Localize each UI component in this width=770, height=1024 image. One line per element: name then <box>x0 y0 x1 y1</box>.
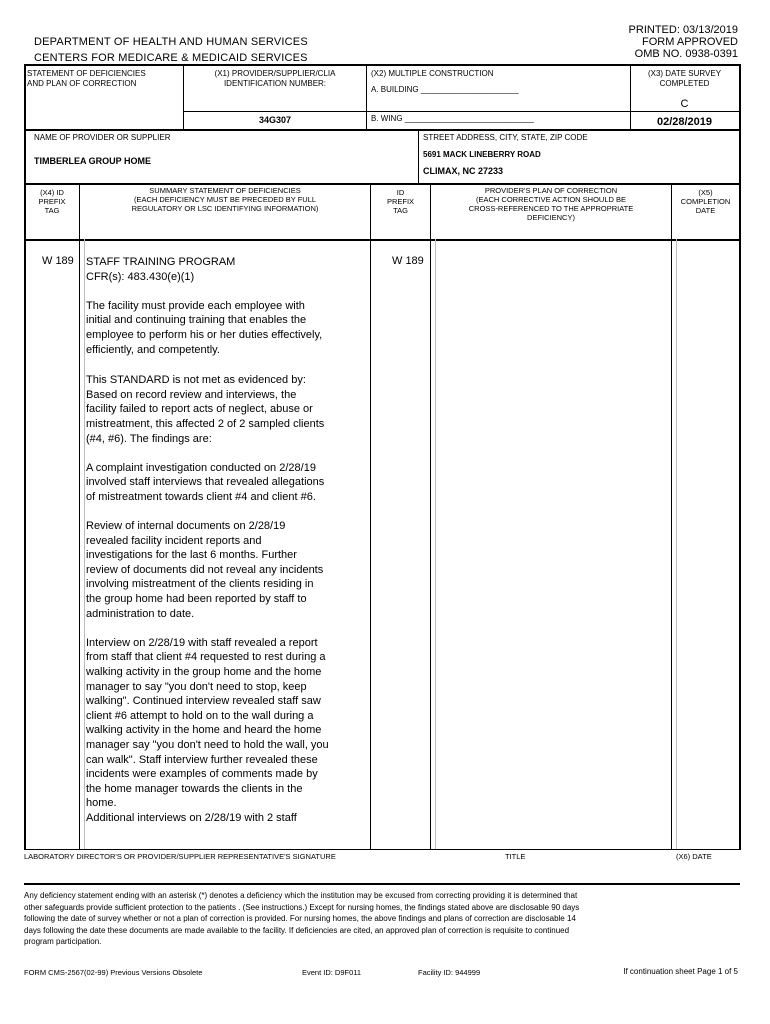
deficiency-paragraph: A complaint investigation conducted on 2/28/19 involved staff interviews that revealed allegations of mistreatment towards client #4 and client #6. <box>86 461 325 503</box>
deficiency-paragraph: Interview on 2/28/19 with staff revealed a report from staff that client #4 requested to rest during a walking activity in the group home and the home manager to say "you don't need to stop, keep walking". Continued interview revealed staff saw client #6 attempt to hold on to the wall during a walking activity in the home and heard the home manager say "you don't need to hold the wall, you can walk". Staff interview further revealed these incidents were examples of comments made by the home manager towards the clients in the home. Additional interviews on 2/28/19 with 2 staff <box>86 636 329 824</box>
signature-label: LABORATORY DIRECTOR'S OR PROVIDER/SUPPLIER REPRESENTATIVE'S SIGNATURE <box>24 852 336 861</box>
provider-id-value: 34G307 <box>258 115 292 125</box>
cms-name: CENTERS FOR MEDICARE & MEDICAID SERVICES <box>34 52 308 64</box>
id-prefix-tag-header: ID PREFIX TAG <box>386 188 415 215</box>
provider-name: TIMBERLEA GROUP HOME <box>34 156 152 166</box>
form-header-right <box>629 24 738 60</box>
disclaimer-text: Any deficiency statement ending with an asterisk (*) denotes a deficiency which the institution may be excused from correcting providing it is determined that other safeguards provide sufficient protection to the patients . (See instructions.) Except for nursing homes, the findings stated above are disclosable 90 days following the date of survey whether or not a plan of correction is provided. For nursing homes, the above findings and plans of correction are disclosable 14 days following the date these documents are made available to the facility. If deficiencies are cited, an approved plan of correction is requisite to continued program participation. <box>24 891 580 946</box>
survey-code: C <box>680 98 689 110</box>
deficiency-paragraph: This STANDARD is not met as evidenced by: Based on record review and interviews, the facility failed to report acts of neglect, abuse or mistreatment, this affected 2 of 2 sampled clients (#4, #6). The findings are: <box>86 374 325 445</box>
building-field: A. BUILDING ______________________ <box>371 85 519 94</box>
date-survey-label: (X3) DATE SURVEY COMPLETED <box>647 69 722 88</box>
signature-date-label: (X6) DATE <box>676 852 712 861</box>
multiple-construction-label: (X2) MULTIPLE CONSTRUCTION <box>371 69 494 78</box>
address-street: 5691 MACK LINEBERRY ROAD <box>423 150 541 159</box>
deficiency-id-tag: W 189 <box>392 255 424 267</box>
statement-label: STATEMENT OF DEFICIENCIES AND PLAN OF CORRECTION <box>27 69 146 88</box>
deficiency-title: STAFF TRAINING PROGRAM <box>86 256 236 268</box>
address-city: CLIMAX, NC 27233 <box>423 166 504 176</box>
address-label: STREET ADDRESS, CITY, STATE, ZIP CODE <box>423 133 588 142</box>
deficiency-text <box>86 255 368 826</box>
title-label: TITLE <box>505 852 526 861</box>
event-id: Event ID: D9F011 <box>302 968 362 977</box>
form-approved: FORM APPROVED <box>642 36 738 48</box>
x4-prefix-tag-header: (X4) ID PREFIX TAG <box>38 188 66 215</box>
deficiency-paragraph: Review of internal documents on 2/28/19 revealed facility incident reports and investigations for the last 6 months. Further review of documents did not reveal any incidents involving mistreatment of the clients residing in the group home had been reported by staff to administration to date. <box>86 520 324 620</box>
facility-id: Facility ID: 944999 <box>418 968 481 977</box>
department-name: DEPARTMENT OF HEALTH AND HUMAN SERVICES <box>34 36 308 48</box>
deficiency-paragraph: The facility must provide each employee with initial and continuing training that enables the employee to perform his or her duties effectively, efficiently, and competently. <box>86 299 323 356</box>
provider-id-label: (X1) PROVIDER/SUPPLIER/CLIA IDENTIFICATION NUMBER: <box>214 69 336 88</box>
form-id: FORM CMS-2567(02-99) Previous Versions Obsolete <box>24 968 203 977</box>
deficiency-cfr: CFR(s): 483.430(e)(1) <box>86 270 195 283</box>
survey-completed-date: 02/28/2019 <box>656 116 713 128</box>
deficiency-tag: W 189 <box>42 255 74 267</box>
page-indicator: If continuation sheet Page 1 of 5 <box>623 967 738 976</box>
summary-statement-header: SUMMARY STATEMENT OF DEFICIENCIES (EACH DEFICIENCY MUST BE PRECEDED BY FULL REGULATORY OR LSC IDENTIFYING INFORMATION) <box>131 186 319 213</box>
plan-of-correction-header: PROVIDER'S PLAN OF CORRECTION (EACH CORRECTIVE ACTION SHOULD BE CROSS-REFERENCED TO THE APPROPRIATE DEFICIENCY) <box>468 186 634 222</box>
printed-date: PRINTED: 03/13/2019 <box>628 24 738 36</box>
agency-header <box>34 34 308 66</box>
wing-field: B. WING _____________________________ <box>371 114 534 123</box>
omb-number: OMB NO. 0938-0391 <box>634 48 738 60</box>
completion-date-header: (X5) COMPLETION DATE <box>680 188 731 215</box>
provider-name-label: NAME OF PROVIDER OR SUPPLIER <box>34 133 171 142</box>
